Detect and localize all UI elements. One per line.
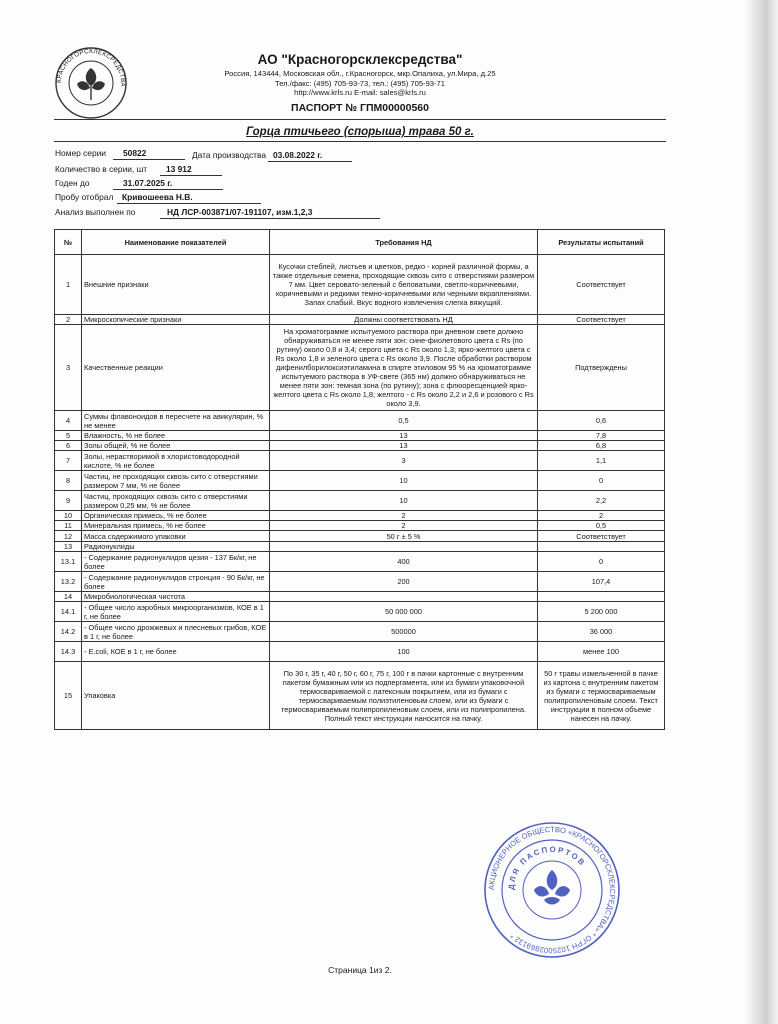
table-row [55,441,665,451]
subrow-indicator: - Содержание радионуклидов цезия - 137 Бк/кг, не более [82,552,270,572]
subrow-requirement: 200 [270,572,538,592]
row-requirement: 10 [270,491,538,511]
valid-until-label: Годен до [55,178,90,188]
subrow-number: 13.2 [55,572,82,592]
table-subrow [55,572,665,592]
valid-until-value: 31.07.2025 г. [123,178,173,188]
row-number: 11 [55,521,82,531]
row-number: 5 [55,431,82,441]
section-number: 14 [55,592,82,602]
row-indicator: Упаковка [82,662,270,730]
underline [268,161,352,162]
table-row [55,255,665,315]
underline [160,175,222,176]
subrow-indicator: - Общее число дрожжевых и плесневых грибов, КОЕ в 1 г, не более [82,622,270,642]
page-footer: Страница 1из 2. [328,965,392,975]
row-result: 2,2 [538,491,665,511]
row-result: Соответствует [538,531,665,542]
subrow-requirement: 500000 [270,622,538,642]
row-indicator: Качественные реакции [82,325,270,411]
company-phones: Тел./факс: (495) 705-93-73, тел.: (495) 705-93-71 [275,78,445,88]
section-result [538,542,665,552]
table-row [55,431,665,441]
title-divider [54,141,666,142]
table-subrow [55,642,665,662]
underline [160,218,380,219]
table-row [55,662,665,730]
subrow-result: 36 000 [538,622,665,642]
row-number: 15 [55,662,82,730]
row-indicator: Минеральная примесь, % не более [82,521,270,531]
row-indicator: Золы общей, % не более [82,441,270,451]
company-address: Россия, 143444, Московская обл., г.Красногорск, мкр.Опалиха, ул.Мира, д.25 [224,69,496,78]
row-requirement: 13 [270,441,538,451]
table-subrow [55,552,665,572]
row-number: 4 [55,411,82,431]
row-number: 12 [55,531,82,542]
row-requirement: По 30 г, 35 г, 40 г, 50 г, 60 г, 75 г, 100 г в пачки картонные с внутренним пакетом бумажным или из подпергамента, или из бумаги упаковочной термосвариваемой с латексным покрытием, или из бумаги с термосвариваемым полиэтиленовым слоем, или из бумаги с термосвариваемым полипропиленовым слоем, или из полипропилена. Полный текст инструкции наносится на пачку. [270,662,538,730]
subrow-number: 14.1 [55,602,82,622]
row-requirement: 3 [270,451,538,471]
table-row [55,451,665,471]
row-number: 10 [55,511,82,521]
series-label: Номер серии [55,148,106,158]
underline [113,189,223,190]
row-requirement: На хроматограмме испытуемого раствора при дневном свете должно обнаруживаться не менее пяти зон: сине-фиолетового цвета с Rs (по рутину) около 0,8 и 3,4; серого цвета с Rs около 1,3; ярко-желтого цвета с Rs около 1,8 и зеленого цвета с Rs около 3,9. После обработки раствором дифенилборилоксиэтиламина в спирте этиловом 95 % на хроматограмме испытуемого раствора в УФ-свете (365 нм) должно обнаруживаться не менее пяти зон: темная зона (по рутину); зона с флюоресценцией ярко-желтого цвета с Rs около 1,8; желтого - с Rs около 2,2 и 2,6 и розового с Rs около 3,9. [270,325,538,411]
table-row [55,315,665,325]
section-number: 13 [55,542,82,552]
section-requirement [270,542,538,552]
row-result: 7,8 [538,431,665,441]
row-number: 8 [55,471,82,491]
table-subrow [55,602,665,622]
table-row [55,411,665,431]
sampler-value: Кривошеева Н.В. [122,192,193,202]
row-result: 6,8 [538,441,665,451]
row-indicator: Суммы флавоноидов в пересчете на авикулярин, % не менее [82,411,270,431]
row-indicator: Органическая примесь, % не более [82,511,270,521]
row-requirement: 2 [270,521,538,531]
row-requirement: Кусочки стеблей, листьев и цветков, редко - корней различной формы, а также отдельные семена, проходящие сквозь сито с отверстиями размером 7 мм. Цвет серовато-зеленый с беловатыми, светло-коричневыми, коричневыми и редкими темно-коричневыми или черными вкраплениями. Запах слабый. Вкус водного извлечения слегка вяжущий. [270,255,538,315]
series-value: 50822 [123,148,147,158]
row-number: 2 [55,315,82,325]
subrow-indicator: - E.coli, КОЕ в 1 г, не более [82,642,270,662]
row-indicator: Масса содержимого упаковки [82,531,270,542]
quality-table [54,229,665,730]
header-divider [54,119,666,120]
subrow-indicator: - Содержание радионуклидов стронция - 90 Бк/кг, не более [82,572,270,592]
row-indicator: Микроскопические признаки [82,315,270,325]
row-number: 1 [55,255,82,315]
row-requirement: 50 г ± 5 % [270,531,538,542]
date-label: Дата производства [192,150,266,160]
row-result: 0 [538,471,665,491]
analysis-label: Анализ выполнен по [55,207,136,217]
table-subrow [55,622,665,642]
subrow-requirement: 100 [270,642,538,662]
company-logo [54,46,128,120]
section-title: Радионуклиды [82,542,270,552]
subrow-result: 0 [538,552,665,572]
header-requirements: Требования НД [270,230,538,255]
header-number: № [55,230,82,255]
subrow-number: 14.2 [55,622,82,642]
table-section-row [55,592,665,602]
qty-value: 13 912 [166,164,192,174]
row-indicator: Внешние признаки [82,255,270,315]
row-requirement: 2 [270,511,538,521]
row-result: 0,5 [538,521,665,531]
row-indicator: Частиц, не проходящих сквозь сито с отверстиями размером 7 мм, % не более [82,471,270,491]
table-row [55,471,665,491]
header-results: Результаты испытаний [538,230,665,255]
row-requirement: 10 [270,471,538,491]
document-header [200,52,520,114]
row-result: Подтверждены [538,325,665,411]
table-body [55,255,665,730]
stamp-ring-text: АКЦИОНЕРНОЕ ОБЩЕСТВО «КРАСНОГОРСКЛЕКСРЕДСТВА» * ОГРН 1025002869132 * [486,824,618,956]
underline [117,203,261,204]
row-requirement: 0,5 [270,411,538,431]
subrow-result: менее 100 [538,642,665,662]
qty-label: Количество в серии, шт [55,164,148,174]
row-result: 50 г травы измельченной в пачке из картона с внутренним пакетом из бумаги с термосвариваемым полипропиленовым слоем. Текст инструкции в полном объеме нанесен на пачку. [538,662,665,730]
row-indicator: Золы, нерастворимой в хлористоводородной кислоте, % не более [82,451,270,471]
row-result: 0,6 [538,411,665,431]
logo-ring-text: КРАСНОГОРСКЛЕКСРЕДСТВА [55,47,127,88]
section-title: Микробиологическая чистота [82,592,270,602]
stamp-inner-text: ДЛЯ ПАСПОРТОВ [506,844,588,891]
analysis-value: НД ЛСР-003871/07-191107, изм.1,2,3 [167,207,313,217]
subrow-requirement: 400 [270,552,538,572]
row-requirement: 13 [270,431,538,441]
table-row [55,491,665,511]
company-web: http://www.krls.ru E-mail: sales@krls.ru [294,88,426,98]
row-result: Соответствует [538,255,665,315]
subrow-result: 107,4 [538,572,665,592]
sampler-label: Пробу отобрал [55,192,114,202]
subrow-indicator: - Общее число аэробных микроорганизмов, КОЕ в 1 г, не более [82,602,270,622]
row-number: 9 [55,491,82,511]
table-row [55,511,665,521]
row-indicator: Влажность, % не более [82,431,270,441]
table-row [55,521,665,531]
subrow-result: 5 200 000 [538,602,665,622]
date-value: 03.08.2022 г. [273,150,323,160]
subrow-number: 14.3 [55,642,82,662]
subrow-number: 13.1 [55,552,82,572]
row-result: 2 [538,511,665,521]
row-number: 3 [55,325,82,411]
row-indicator: Частиц, проходящих сквозь сито с отверстиями размером 0,25 мм, % не более [82,491,270,511]
row-result: Соответствует [538,315,665,325]
passport-number: ПАСПОРТ № ГПМ00000560 [291,101,429,114]
table-section-row [55,542,665,552]
table-header-row [55,230,665,255]
row-number: 7 [55,451,82,471]
row-number: 6 [55,441,82,451]
section-result [538,592,665,602]
table-row [55,531,665,542]
product-title: Горца птичьего (спорыша) трава 50 г. [246,126,474,138]
company-stamp [482,820,622,960]
scanner-edge-shadow [744,0,778,1024]
section-requirement [270,592,538,602]
underline [113,159,185,160]
company-name: АО "Красногорсклексредства" [257,52,463,67]
row-result: 1,1 [538,451,665,471]
row-requirement: Должны соответствовать НД [270,315,538,325]
table-row [55,325,665,411]
header-indicator: Наименование показателей [82,230,270,255]
subrow-requirement: 50 000 000 [270,602,538,622]
